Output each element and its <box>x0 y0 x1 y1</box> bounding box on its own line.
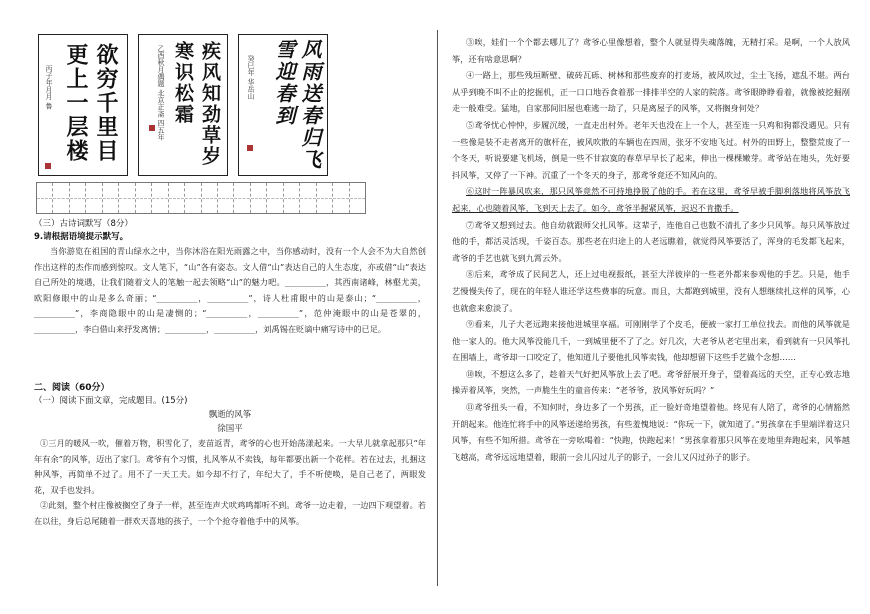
seal-stamp <box>247 145 253 151</box>
article-title: 飘逝的风筝 <box>208 410 252 420</box>
paragraph: ⑨看来，儿子大老远跑来接他进城里享福。可刚刚学了个皮毛，便被一家打工单位找去。而他的风筝就是他一家人的。他大风筝没能几千，一到城里便不了了之。好几次，大老爷从老宅里出来，看到就有一只风筝扎在围墙上，鸢爷却一口咬定了，他知道儿子要他扎风筝卖钱，他却想留下这些手艺做个念想…… <box>452 319 850 363</box>
article-author: 徐国平 <box>217 424 243 434</box>
calligraphy-scroll-1 <box>38 34 128 176</box>
calligraphy-signature: 丙子年月月 鲁 <box>45 65 53 110</box>
section-poetry <box>34 218 426 338</box>
paragraph: ⑧后来，鸢爷成了民间艺人，还上过电视报纸，甚至大洋彼岸的一些老外都来参观他的手艺。只是，他手艺慢慢失传了，现在的年轻人谁还学这些费事的玩意。而且，大都跑到城里，没有人想继续扎这样的风筝，心也就愈来愈淡了。 <box>452 269 850 313</box>
writing-grid[interactable] <box>36 182 366 214</box>
paragraph: ④一路上，那些残垣断壁、破砖瓦砾、树林和那些废弃的打麦场，被风吹过，尘土飞扬，遮乱不堪。两台从乎到晚不叫不止的挖掘机，正一口口地吞食着那一排排半空的人家的院落。鸢爷眼睁睁看着，就像被挖掘剐走一般难受。猛地，自家那间旧屋也难逃一劫了，只是离屋子的风筝，又将搁身何处？ <box>452 70 850 114</box>
section-reading <box>34 382 426 530</box>
paragraph: ⑩唉，不想这么多了，趁着天气好把风筝放上去了吧。鸢爷舒展开身子，望着高远的天空，正专心致志地操弄着风筝，突然，一声脆生生的童音传来：“老爷爷，放风筝好玩吗？” <box>452 368 850 396</box>
reading-title: 二、阅读（60分） <box>34 383 110 393</box>
calligraphy-text: 疾风知劲草岁寒识松霜 <box>172 41 221 167</box>
paragraph: ⑦鸢爷又想到过去。他自幼就跟师父扎风筝。这辈子，连他自己也数不清扎了多少只风筝。每只风筝放过他的手，都活灵活现，千姿百态。那些老在归途上的人老远瞧着，就觉得风筝要活了，浑身的毛发都飞起来，鸢爷的手艺也就飞到九霄云外。 <box>452 219 850 263</box>
seal-stamp <box>149 125 155 131</box>
calligraphy-scroll-2 <box>138 34 228 176</box>
calligraphy-row <box>34 34 426 176</box>
left-column <box>34 34 426 600</box>
paragraph: ①三月的暖风一吹，催着万物，积雪化了，麦苗返青，鸢爷的心也开始荡漾起来。一大早儿就拿起那只“年年有余”的风筝，迈出了家门。鸢爷有个习惯，扎风筝从不卖钱，每年都要出新一个花样。若在过去，扎捆这种风筝，再简单不过了。用不了一天工夫。如今却不行了，年纪大了，手不听使唤，是自己老了，两眼发花，双手也发抖。 <box>34 438 426 495</box>
calligraphy-text: 风雨送春归飞雪迎春到 <box>272 39 322 171</box>
section-title: （三）古诗词默写（8分） <box>34 219 133 229</box>
calligraphy-signature: 癸巳年 华岳山 <box>247 55 255 100</box>
paragraph-underlined: ⑥这时一阵暴风吹来，那只风筝竟然不可持地挣脱了他的手。若在这里，鸢爷早被手脚利落地将风筝放飞起来，心也随着风筝，飞到天上去了。如今，鸢爷半握紧风筝，迟迟不肯撒手。 <box>452 186 850 213</box>
paragraph: ⑪鸢爷扭头一看，不知何时，身边多了一个男孩，正一脸好奇地望着他。终见有人陪了，鸢爷的心情豁然开朗起来。他连忙将手中的风筝送递给男孩，有些羞愧地说：“你玩一下，就知道了。”男孩拿在手里端详着这只风筝，有些不知所措。鸢爷在一旁吆喝着：“快跑，快跑起来！”男孩拿着那只风筝在麦地里奔跑起来，风筝越飞越高，鸢爷远远地望着，眼前一会儿闪过儿子的影子，一会儿又闪过孙子的影子。 <box>452 402 850 462</box>
question-text: 当你游览在祖国的青山绿水之中，当你沐浴在阳光雨露之中，当你感动时，没有一个人会不为大自然创作出这样的杰作而感到惊叹。文人笔下，“山”各有姿态。文人借“山”表达自己的人生态度，亦或借“山”表达自己所处的境遇，让我们随着文人的笔触一起去领略“山”的魅力吧。__________，其西南诸峰，林壑尤美，欧阳修眼中的山是多么奇丽；“__________，__________”，诗人杜甫眼中的山是泰山；“__________，__________”，李商隐眼中的山是凄恻的；“__________，__________”，范仲淹眼中的山是苍翠的，__________，李白借山来抒发离情；__________，__________，刘禹锡在贬谪中痛写诗中的已足。 <box>34 246 426 334</box>
calligraphy-text: 欲穷千里目更上一层楼 <box>63 43 119 163</box>
reading-subtitle: （一）阅读下面文章，完成题目。(15分) <box>34 396 188 406</box>
question-title: 9.请根据语境提示默写。 <box>34 232 129 242</box>
calligraphy-scroll-3 <box>238 34 328 176</box>
paragraph: ③唉，娃们一个个都去哪儿了？鸢爷心里像想着，整个人就显得失魂落魄，无精打采。是啊，一个人放风筝，还有啥意思啊？ <box>452 37 850 64</box>
seal-stamp <box>45 163 51 169</box>
paragraph: ⑤鸢爷忧心忡忡，步履沉缓，一直走出村外。老年天也没在上一个人，甚至连一只鸡和狗都没遇见。只有一些像是装不走者离开的旗杆在，被风吹散的车辆也在四周，张牙不安地飞过。村外的田野上，整整荒废了一个冬天，听说要建飞机场，倒是一些不甘寂寞的春草早早长了起来，伸出一棵棵嫩芽。鸢爷站在地头，先好要抖风筝，又停了一下神。沉重了一个冬天的身子，那鸢爷竟还不知风向的。 <box>452 119 850 180</box>
right-column <box>452 34 850 600</box>
paragraph: ②此刻，整个村庄像被搁空了身子一样，甚至连声犬吠鸡鸣都听不到。鸢爷一边走着，一边四下观望着。若在以往，身后总尾随着一群欢天喜地的孩子，一个个抢夺着他手中的风筝。 <box>34 500 426 526</box>
calligraphy-signature: 乙酉秋月偶题 北京正斋 四五年 <box>157 45 165 141</box>
column-divider <box>437 30 438 586</box>
